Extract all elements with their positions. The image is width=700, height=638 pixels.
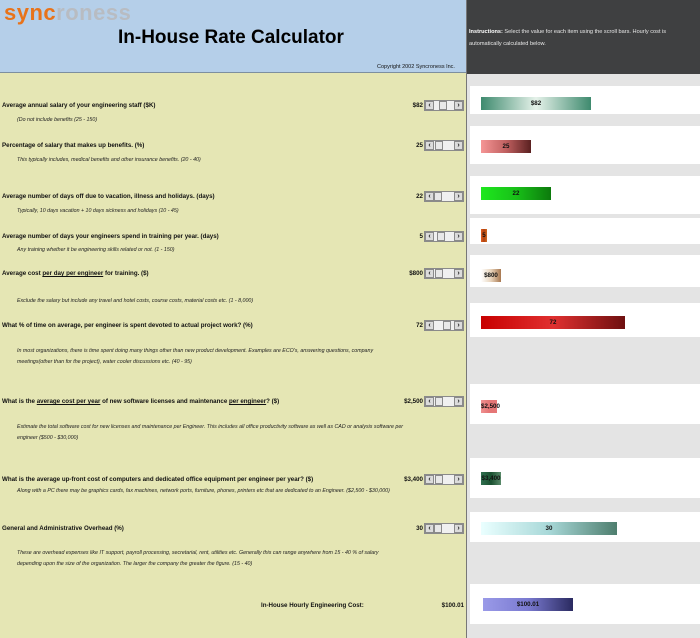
value-bar-label: 25 (502, 143, 510, 150)
question-note: Any training whether it be engineering skills related or not. (1 - 150) (17, 247, 175, 253)
scroll-right-arrow-icon[interactable]: › (454, 397, 463, 406)
header-banner (0, 0, 466, 73)
copyright-text: Copyright 2002 Syncroness Inc. (377, 64, 455, 70)
scroll-thumb[interactable] (435, 475, 443, 484)
value-scrollbar[interactable] (424, 140, 464, 151)
question-text: of new software licenses and maintenance (100, 398, 229, 405)
result-bar-label: $100.01 (516, 601, 540, 608)
page-title: In-House Rate Calculator (118, 27, 344, 48)
question-note: Estimate the total software cost for new licenses and maintenance per Engineer. This includes all office productivity software as well as CAD or analysis software per engineer ($500 - $30,000) (17, 424, 404, 441)
question-label (2, 270, 149, 277)
question-label (2, 476, 313, 483)
value-bar-label: $800 (484, 272, 498, 279)
question-label (2, 233, 219, 240)
value-scrollbar[interactable] (424, 523, 464, 534)
question-note: In most organizations, there is time spent doing many things other than new product development. Examples are ECO's, answering questions, company meetings(other than for the project), water cooler discussions etc. (40 - 95) (17, 348, 374, 365)
question-text: Average number of days off due to vacation, illness and holidays. (days) (2, 193, 215, 200)
scroll-right-arrow-icon[interactable]: › (454, 101, 463, 110)
question-emphasis: per engineer (228, 398, 267, 405)
scroll-right-arrow-icon[interactable]: › (454, 192, 463, 201)
value-bar-label: $3,400 (481, 475, 501, 482)
value-bar (481, 522, 617, 535)
question-text: General and Administrative Overhead (%) (2, 525, 124, 532)
scroll-thumb[interactable] (437, 232, 445, 241)
scroll-thumb[interactable] (435, 269, 443, 278)
question-text: Average annual salary of your engineering staff ($K) (2, 102, 156, 109)
question-text: What is the average up-front cost of computers and dedicated office equipment per engineer per year? ($) (2, 476, 314, 483)
result-label: In-House Hourly Engineering Cost: (261, 602, 364, 609)
question-text: What is the (2, 398, 37, 405)
value-scrollbar[interactable] (424, 268, 464, 279)
question-label (2, 193, 215, 200)
scroll-left-arrow-icon[interactable]: ‹ (425, 524, 434, 533)
question-note: (Do not include benefits (25 - 150) (17, 117, 98, 123)
question-value: 25 (416, 142, 423, 149)
question-value: $82 (412, 102, 423, 109)
value-bar-label: 72 (549, 319, 557, 326)
scroll-left-arrow-icon[interactable]: ‹ (425, 232, 434, 241)
instructions-text: Instructions: Select the value for each item using the scroll bars. Hourly cost is automatically calculated below. (469, 29, 667, 47)
question-value: 5 (419, 233, 423, 240)
question-label (2, 142, 144, 149)
question-value: 22 (416, 193, 423, 200)
result-bar (483, 598, 573, 611)
scroll-right-arrow-icon[interactable]: › (454, 321, 463, 330)
scroll-right-arrow-icon[interactable]: › (454, 269, 463, 278)
scroll-right-arrow-icon[interactable]: › (454, 524, 463, 533)
scroll-left-arrow-icon[interactable]: ‹ (425, 101, 434, 110)
scroll-thumb[interactable] (443, 321, 451, 330)
scroll-thumb[interactable] (434, 524, 442, 533)
scroll-thumb[interactable] (435, 397, 443, 406)
syncroness-logo: syncroness (4, 0, 132, 25)
scroll-left-arrow-icon[interactable]: ‹ (425, 269, 434, 278)
instructions-label: Instructions: (469, 29, 503, 35)
question-text: Average number of days your engineers spend in training per year. (days) (2, 233, 219, 240)
value-bar (481, 472, 501, 485)
value-scrollbar[interactable] (424, 100, 464, 111)
value-bar-label: 5 (482, 232, 486, 239)
question-value: $2,500 (404, 398, 423, 405)
question-note: These are overhead expenses like IT support, payroll processing, secretarial, rent, utilities etc. Generally this can range anywhere from 15 - 40 % of salary depending upon the size of the organization. The larger the company the greater the figure. (15 - 40) (17, 550, 379, 567)
value-bar-label: 30 (545, 525, 553, 532)
result-value: $100.01 (441, 602, 464, 609)
question-label (2, 322, 253, 329)
question-label (2, 525, 124, 532)
question-text: for training. ($) (103, 270, 149, 277)
scroll-right-arrow-icon[interactable]: › (454, 475, 463, 484)
scroll-left-arrow-icon[interactable]: ‹ (425, 321, 434, 330)
value-bar-label: $2,500 (481, 403, 500, 410)
bar-panel (470, 384, 700, 424)
value-bar (481, 97, 591, 110)
bar-panel (470, 458, 700, 498)
question-text: Average cost (2, 270, 43, 277)
bar-panel (470, 218, 700, 244)
question-text: ? ($) (266, 398, 280, 405)
question-text: Percentage of salary that makes up benefits. (%) (2, 142, 145, 149)
scroll-thumb[interactable] (439, 101, 447, 110)
value-scrollbar[interactable] (424, 474, 464, 485)
question-emphasis: average cost per year (36, 398, 101, 405)
scroll-left-arrow-icon[interactable]: ‹ (425, 192, 434, 201)
value-bar-label: 22 (512, 190, 520, 197)
bar-panel (470, 255, 700, 287)
question-note: Along with a PC there may be graphics cards, fax machines, network ports, furniture, phones, printers etc that are dedicated to an Engineer. ($2,500 - $30,000) (17, 488, 390, 494)
scroll-left-arrow-icon[interactable]: ‹ (425, 141, 434, 150)
scroll-right-arrow-icon[interactable]: › (454, 232, 463, 241)
value-bar (481, 229, 487, 242)
question-note: Typically, 10 days vacation + 10 days sickness and holidays (10 - 45) (17, 208, 179, 214)
value-scrollbar[interactable] (424, 191, 464, 202)
value-bar (481, 400, 500, 413)
question-note: This typically includes, medical benefits and other insurance benefits. (20 - 40) (17, 157, 201, 163)
scroll-right-arrow-icon[interactable]: › (454, 141, 463, 150)
value-scrollbar[interactable] (424, 396, 464, 407)
scroll-left-arrow-icon[interactable]: ‹ (425, 397, 434, 406)
value-scrollbar[interactable] (424, 320, 464, 331)
scroll-thumb[interactable] (434, 192, 442, 201)
value-bar-label: $82 (530, 100, 542, 107)
value-bar (481, 187, 551, 200)
question-value: 72 (416, 322, 423, 329)
question-value: $3,400 (404, 476, 423, 483)
value-bar (481, 269, 501, 282)
question-value: 30 (416, 525, 423, 532)
scroll-thumb[interactable] (435, 141, 443, 150)
question-label (2, 102, 155, 109)
value-bar (481, 316, 625, 329)
panel-divider (466, 0, 467, 638)
scroll-left-arrow-icon[interactable]: ‹ (425, 475, 434, 484)
question-label (2, 398, 279, 405)
value-scrollbar[interactable] (424, 231, 464, 242)
question-text: What % of time on average, per engineer is spent devoted to actual project work? (%) (2, 322, 253, 329)
question-note: Exclude the salary but include any travel and hotel costs, course costs, material costs etc. (1 - 8,000) (17, 298, 254, 304)
question-emphasis: per day per engineer (42, 270, 104, 277)
question-value: $800 (409, 270, 423, 277)
value-bar (481, 140, 531, 153)
